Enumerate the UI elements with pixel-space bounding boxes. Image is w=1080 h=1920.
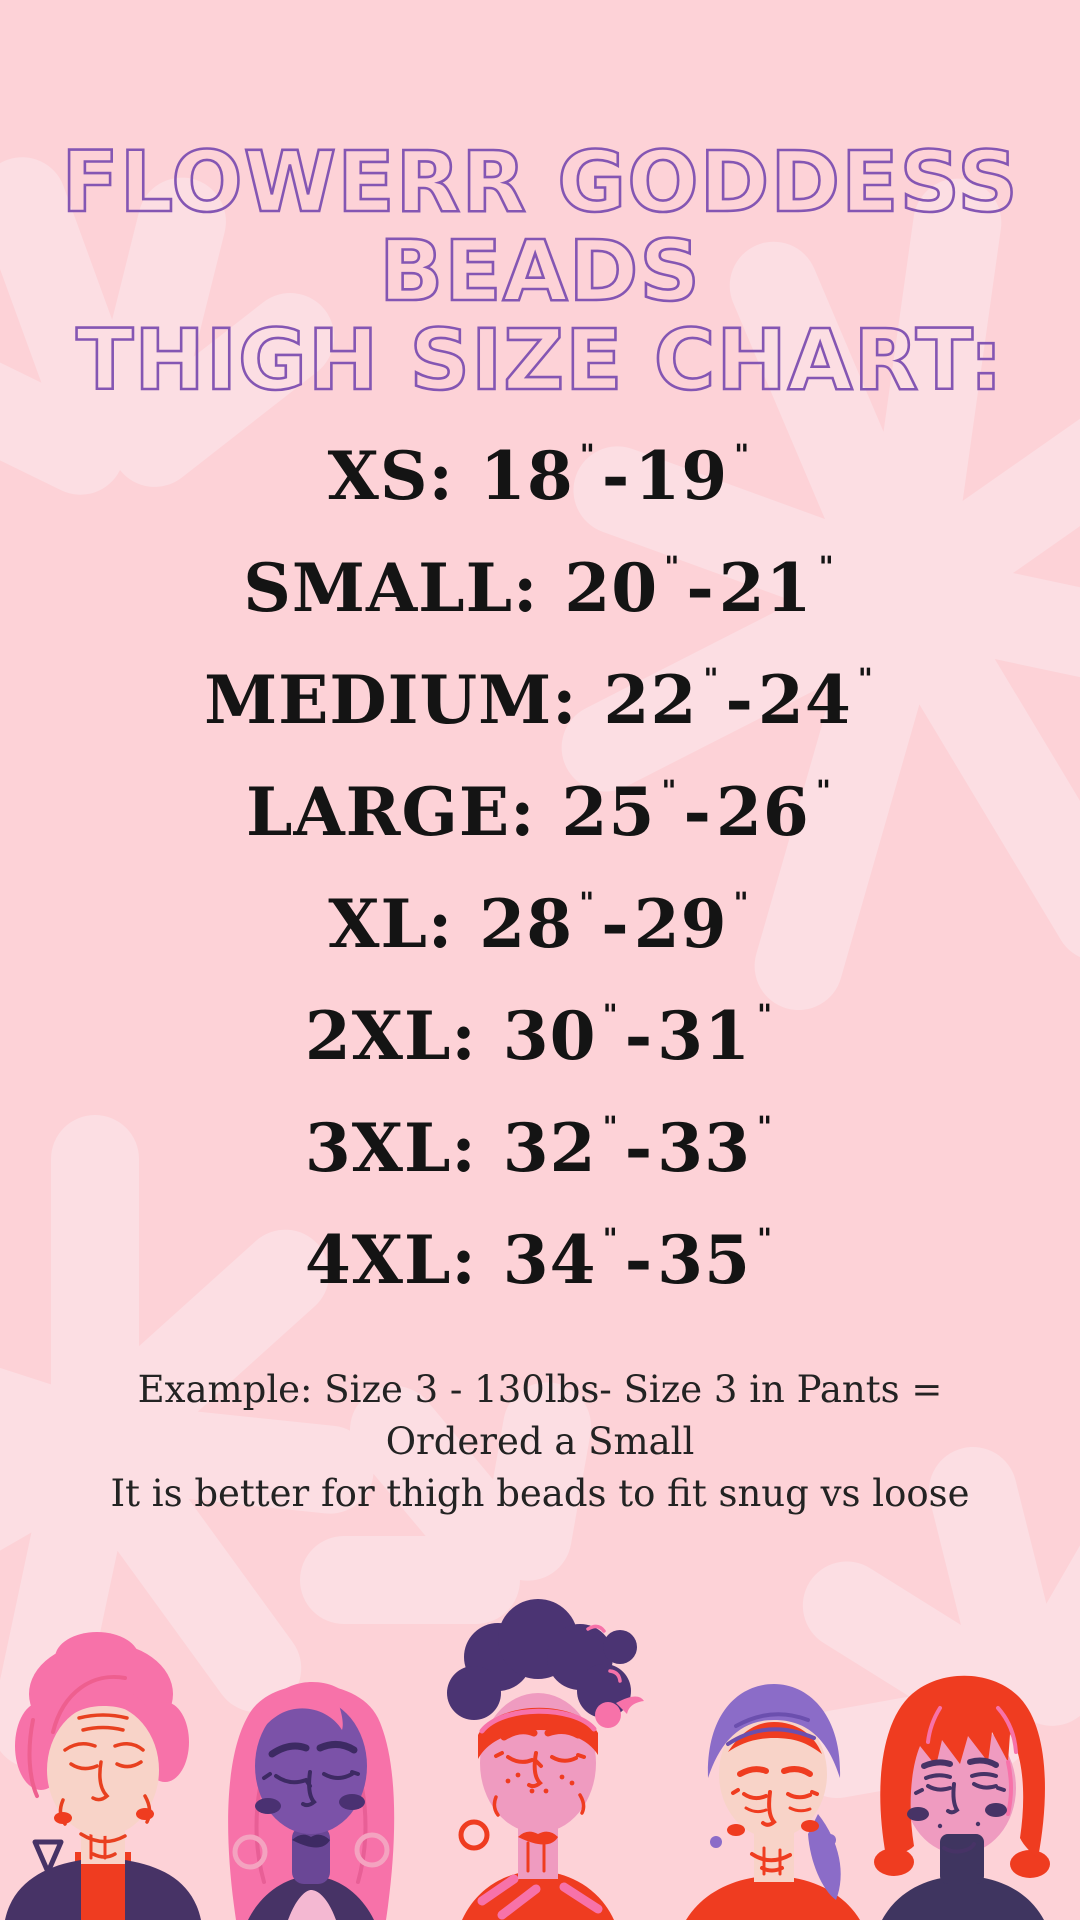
inch-mark: ": [733, 886, 749, 921]
size-max: 24: [757, 661, 852, 739]
inch-mark: ": [579, 886, 595, 921]
inch-mark: ": [661, 774, 677, 809]
inch-mark: ": [734, 438, 750, 473]
size-label: 3XL:: [304, 1109, 477, 1187]
size-max: 21: [718, 549, 813, 627]
size-max: 26: [715, 773, 810, 851]
size-row-xl: [0, 868, 1080, 980]
size-max: 29: [633, 885, 728, 963]
title-line-1: FLOWERR GODDESS: [61, 133, 1019, 231]
size-row-small: [0, 532, 1080, 644]
inch-mark: ": [579, 438, 595, 473]
inch-mark: ": [602, 1110, 618, 1145]
note-line-3: It is better for thigh beads to fit snug vs loose: [110, 1472, 970, 1515]
women-illustration: [0, 1570, 1080, 1920]
sizing-notes: [0, 1364, 1080, 1520]
range-dash: -: [601, 437, 631, 515]
inch-mark: ": [602, 1222, 618, 1257]
size-label: MEDIUM:: [204, 661, 578, 739]
size-row-3xl: [0, 1092, 1080, 1204]
range-dash: -: [683, 773, 712, 851]
inch-mark: ": [818, 550, 834, 585]
inch-mark: ": [757, 1222, 773, 1257]
inch-mark: ": [857, 662, 873, 697]
inch-mark: ": [602, 998, 618, 1033]
range-dash: -: [686, 549, 715, 627]
size-max: 35: [657, 1221, 752, 1299]
size-min: 25: [561, 773, 656, 851]
range-dash: -: [725, 661, 754, 739]
size-min: 30: [502, 997, 597, 1075]
size-row-2xl: [0, 980, 1080, 1092]
size-max: 19: [634, 437, 729, 515]
range-dash: -: [624, 997, 654, 1075]
size-label: 2XL:: [304, 997, 477, 1075]
size-label: 4XL:: [304, 1221, 477, 1299]
inch-mark: ": [815, 774, 831, 809]
size-min: 32: [502, 1109, 597, 1187]
size-min: 28: [479, 885, 574, 963]
title-line-2: BEADS: [379, 222, 701, 320]
note-line-1: Example: Size 3 - 130lbs- Size 3 in Pants =: [137, 1368, 943, 1411]
size-row-4xl: [0, 1204, 1080, 1316]
inch-mark: ": [757, 1110, 773, 1145]
inch-mark: ": [703, 662, 719, 697]
illustration-woman-red-bob: [848, 1638, 1076, 1920]
size-row-xs: [0, 420, 1080, 532]
size-max: 31: [657, 997, 752, 1075]
size-min: 34: [502, 1221, 597, 1299]
size-max: 33: [657, 1109, 752, 1187]
size-min: 20: [564, 549, 659, 627]
range-dash: -: [624, 1109, 654, 1187]
illustration-woman-purple-skin: [206, 1638, 416, 1920]
size-label: LARGE:: [246, 773, 536, 851]
range-dash: -: [624, 1221, 654, 1299]
note-line-2: Ordered a Small: [385, 1420, 695, 1463]
size-label: SMALL:: [243, 549, 539, 627]
size-min: 22: [603, 661, 698, 739]
range-dash: -: [601, 885, 630, 963]
size-chart: [0, 420, 1080, 1316]
size-label: XS:: [327, 437, 454, 515]
illustration-woman-pink-updo: [0, 1620, 214, 1920]
title-line-3: THIGH SIZE CHART:: [76, 311, 1004, 409]
inch-mark: ": [664, 550, 680, 585]
size-label: XL:: [328, 885, 454, 963]
size-min: 18: [479, 437, 574, 515]
size-row-large: [0, 756, 1080, 868]
page-title: [0, 133, 1080, 409]
size-row-medium: [0, 644, 1080, 756]
illustration-woman-curly-headband: [412, 1585, 662, 1920]
inch-mark: ": [757, 998, 773, 1033]
